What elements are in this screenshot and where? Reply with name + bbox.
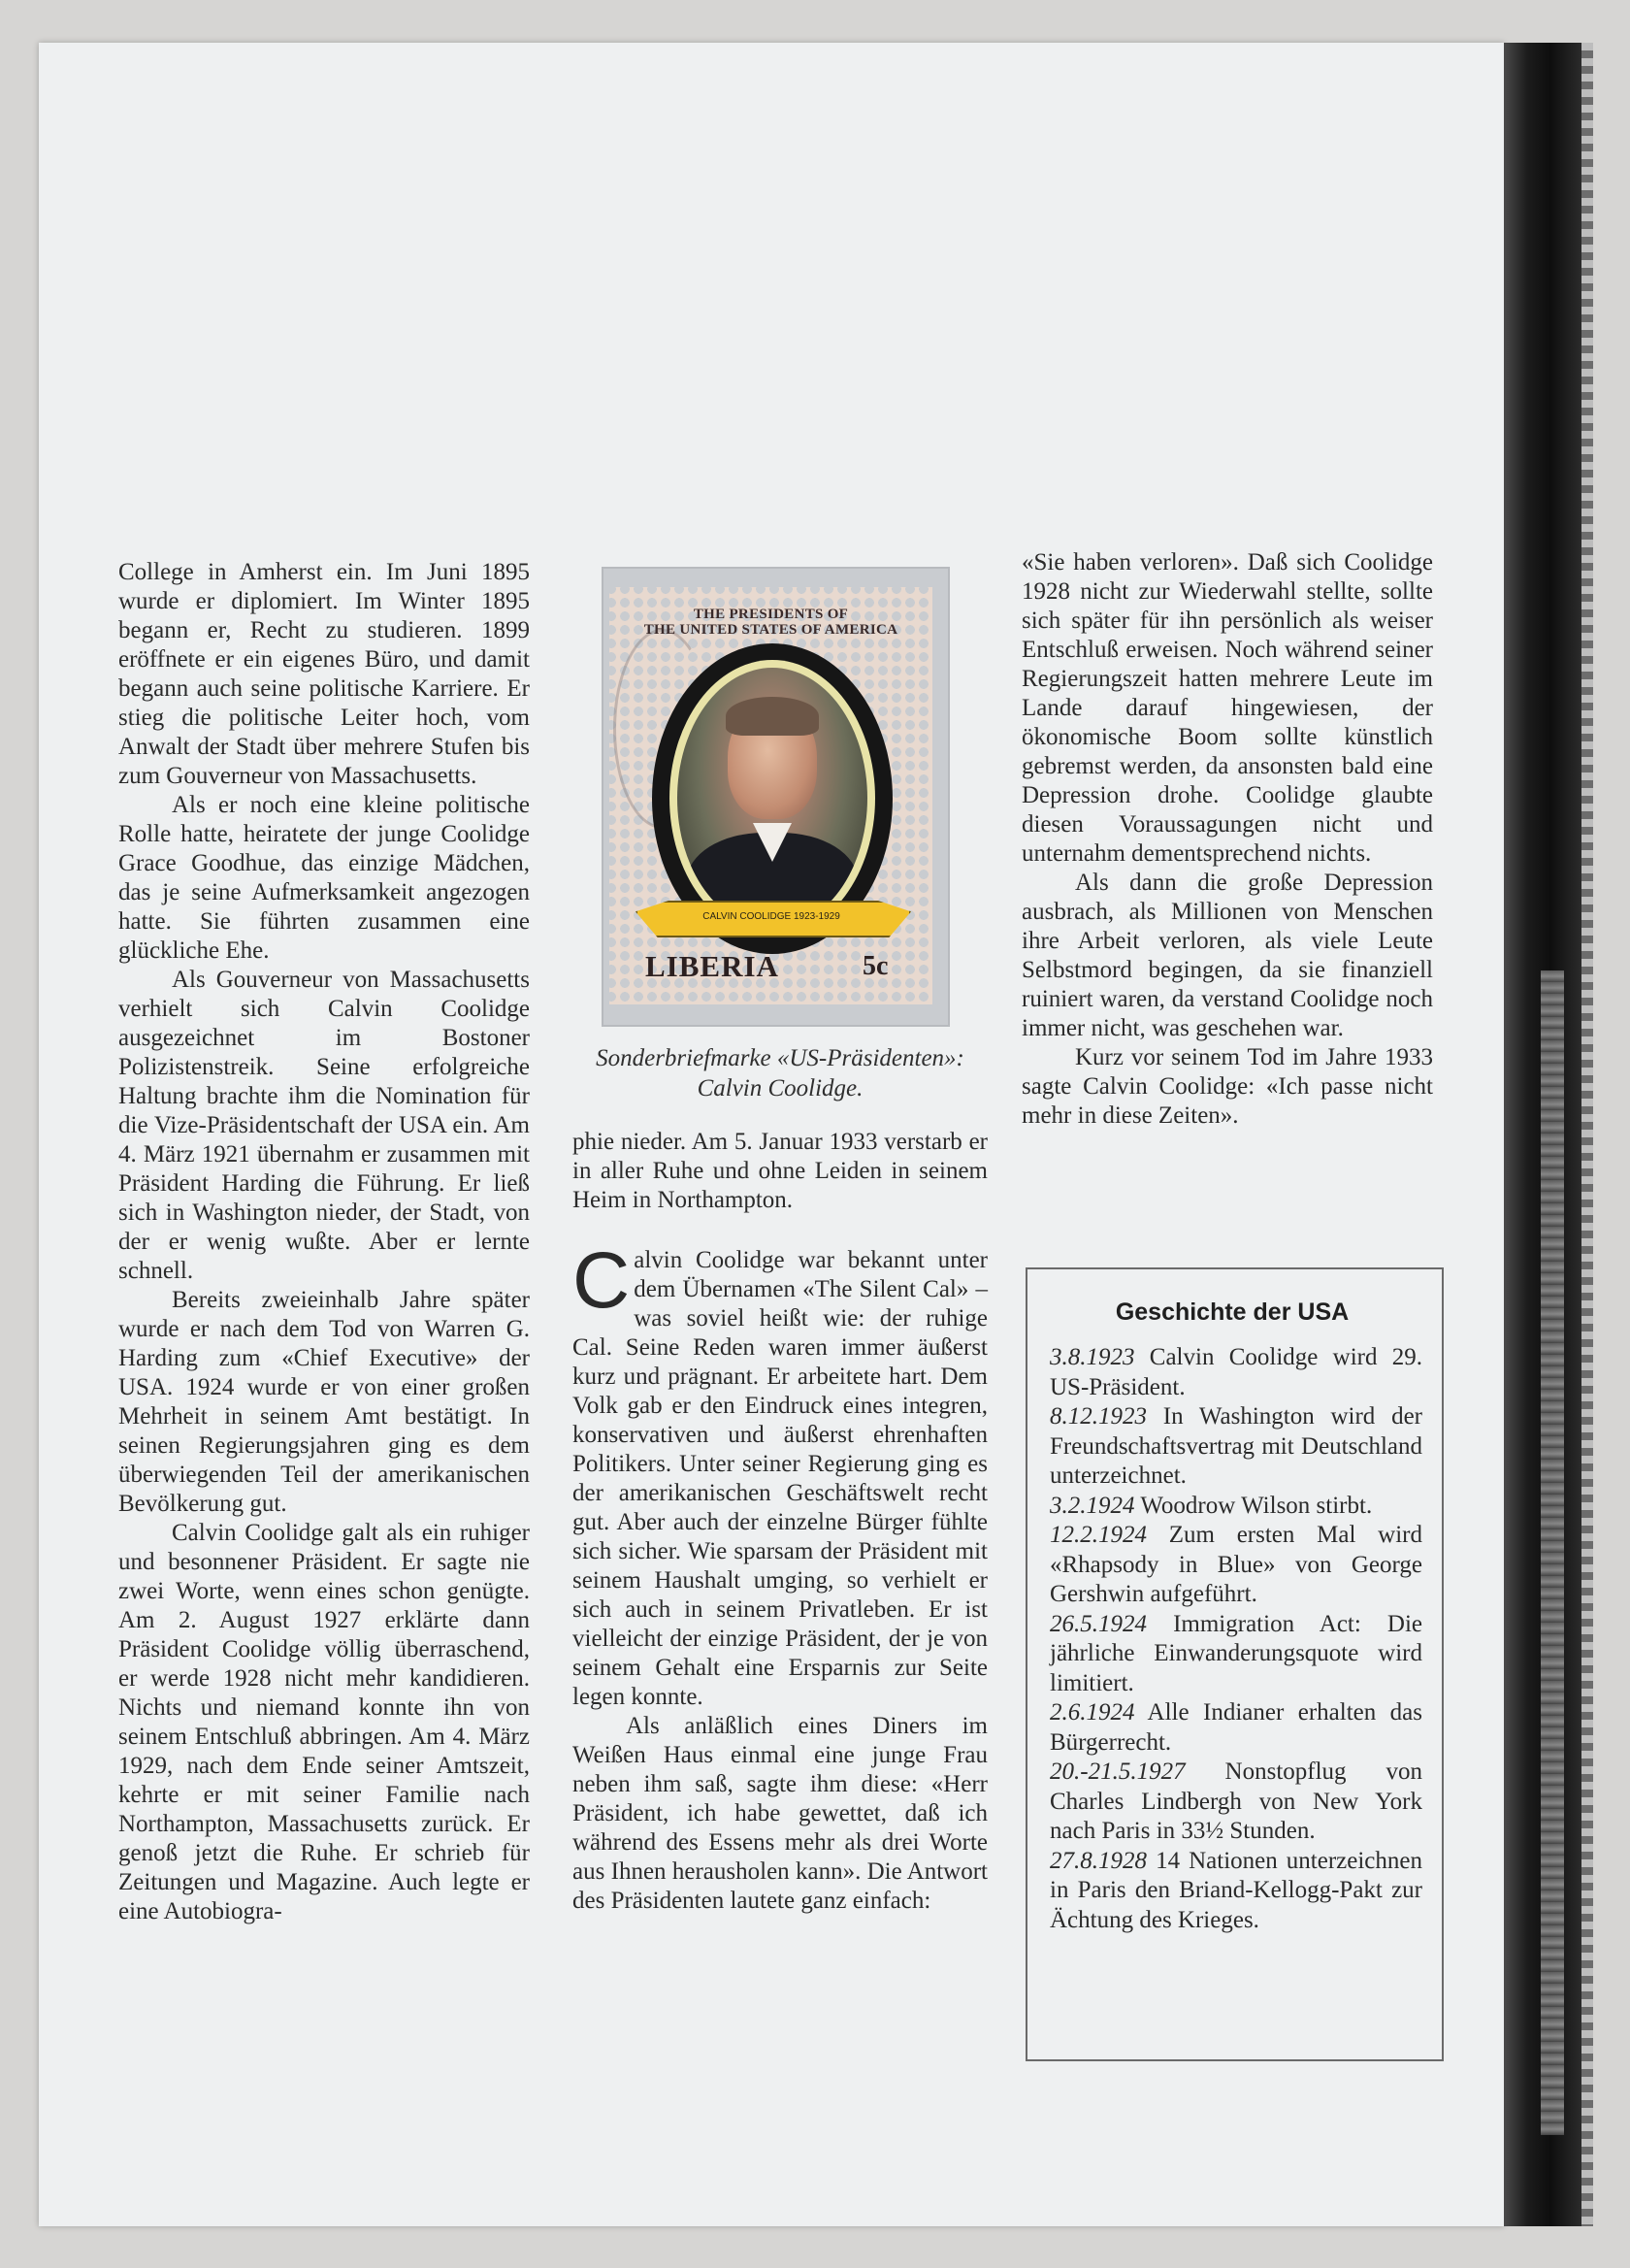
left-column (118, 558, 530, 1926)
left-paragraph: Als Gouverneur von Massachusetts verhielt sich Calvin Coolidge ausgezeichnet im Bostoner Polizistenstreik. Seine erfolgreiche Haltung brachte ihm die Nomination für die Vize-Präsidentschaft der USA ein. Am 4. März 1921 übernahm er zusammen mit Präsident Harding die Führung. Er ließ sich in Washington nieder, der Stadt, von der er wenig wußte. Aber er lernte schnell. (118, 967, 530, 1284)
history-entry-text: Nonstopflug von Charles Lindbergh von New York nach Paris in 33½ Stunden. (1050, 1759, 1423, 1844)
history-entry-date: 2.6.1924 (1050, 1699, 1135, 1726)
drop-cap: C (572, 1236, 631, 1325)
left-paragraph: Als er noch eine kleine politische Rolle hatte, heiratete der junge Coolidge Grace Goodhue, das einzige Mädchen, das je seine Aufmerksamkeit angezogen hatte. Sie führten zusammen eine glückliche Ehe. (118, 792, 530, 964)
left-paragraph: Bereits zweieinhalb Jahre später wurde er nach dem Tod von Warren G. Harding zum «Chief Executive» der USA. 1924 wurde er von einer großen Mehrheit in seinem Amt bestätigt. In seinen Regierungsjahren ging es dem überwiegenden Teil der amerikanischen Bevölkerung gut. (118, 1287, 530, 1517)
middle-paragraph-text: alvin Coolidge war bekannt unter dem Übernamen «The Silent Cal» – was soviel heißt wie: der ruhige Cal. Seine Reden waren immer äußerst kurz und prägnant. Er arbeitete hart. Dem Volk gab er den Eindruck eines integren, konservativen und äußerst ehrenhaften Politikers. Unter seiner Regierung ging es der amerikanischen Geschäftswelt recht gut. Aber auch der einzelne Bürger fühlte sich sicher. Wie sparsam der Präsident mit seinem Haushalt umging, so verhielt er sich auch in seinem Privatleben. Er ist vielleicht der einzige Präsident, der je von seinem Gehalt eine Ersparnis zur Seite legen konnte. (572, 1247, 988, 1710)
stamp-caption: Sonderbriefmarke «US-Präsidenten»: Calvin Coolidge. (596, 1045, 964, 1101)
right-paragraph: Als dann die große Depression ausbrach, als Millionen von Menschen ihre Arbeit verloren, als viele Leute Selbstmord begingen, da sie finanziell ruiniert waren, da verstand Coolidge noch immer nicht, was geschehen war. (1022, 870, 1433, 1041)
portrait-hair (726, 697, 819, 736)
history-entry (1050, 1698, 1422, 1758)
stamp-ribbon-text: CALVIN COOLIDGE 1923-1929 (702, 911, 840, 922)
history-entry-text: Zum ersten Mal wird «Rhapsody in Blue» von George Gershwin aufgeführt. (1050, 1522, 1422, 1607)
history-entry-text: Immigration Act: Die jährliche Einwanderungsquote wird limitiert. (1050, 1610, 1423, 1696)
stamp-country: LIBERIA (645, 949, 779, 983)
left-paragraph: Calvin Coolidge galt als ein ruhiger und besonnener Präsident. Er sagte nie zwei Worte, wenn eines schon genügte. Am 2. August 1927 erklärte dann Präsident Coolidge völlig überraschend, er werde 1928 nicht mehr kandidieren. Nichts und niemand konnte ihn von seinem Entschluß abbringen. Am 4. März 1929, nach dem Ende seiner Amtszeit, kehrte er mit seiner Familie nach Northampton, Massachusetts zurück. Er genoß jetzt die Ruhe. Er schrieb für Zeitungen und Magazine. Auch legte er eine Autobiogra- (118, 1520, 530, 1924)
history-entry (1050, 1343, 1422, 1402)
right-paragraph: Kurz vor seinem Tod im Jahre 1933 sagte Calvin Coolidge: «Ich passe nicht mehr in diese Zeiten». (1022, 1044, 1433, 1129)
middle-paragraph (572, 1236, 988, 1712)
history-entry-date: 3.2.1924 (1050, 1492, 1135, 1519)
history-entry (1050, 1758, 1422, 1847)
history-entry-date: 12.2.1924 (1050, 1522, 1147, 1548)
binder-rings (1581, 43, 1593, 2226)
history-entry-text: Alle Indianer erhalten das Bürgerrecht. (1050, 1699, 1422, 1756)
history-entry (1050, 1492, 1422, 1522)
history-box-title: Geschichte der USA (1115, 1298, 1350, 1326)
history-entry (1050, 1847, 1422, 1936)
binder-sheet-edge (1541, 970, 1564, 2135)
history-entry-date: 27.8.1928 (1050, 1847, 1147, 1874)
stamp-value: 5c (863, 951, 889, 981)
history-entry-date: 8.12.1923 (1050, 1403, 1147, 1430)
history-entry (1050, 1521, 1422, 1610)
right-paragraph: «Sie haben verloren». Daß sich Coolidge 1928 nicht zur Wiederwahl stellte, sollte sich später für ihn persönlich als weiser Entschluß erweisen. Noch während seiner Regierungszeit hatten mehrere Leute im Lande darauf hingewiesen, der ökonomische Boom sollte künstlich gebremst werden, da ansonsten bald eine Depression drohe. Coolidge glaubte diesen Voraussagungen nicht und unternahm dementsprechend nichts. (1022, 549, 1433, 867)
stamp-title-line2: THE UNITED STATES OF AMERICA (643, 622, 898, 638)
middle-paragraph: Als anläßlich eines Diners im Weißen Haus einmal eine junge Frau neben ihm saß, sagte ihm diese: «Herr Präsident, ich habe gewettet, daß ich während des Essens mehr als drei Worte aus Ihnen herausholen kann». Die Antwort des Präsidenten lautete ganz einfach: (572, 1713, 988, 1914)
history-entry (1050, 1610, 1422, 1699)
history-entry-text: Woodrow Wilson stirbt. (1140, 1492, 1373, 1519)
portrait-image (677, 668, 867, 929)
left-paragraph: College in Amherst ein. Im Juni 1895 wurde er diplomiert. Im Winter 1895 begann er, Recht zu studieren. 1899 eröffnete er ein eigenes Büro, und damit begann auch seine politische Karriere. Er stieg die politische Leiter hoch, vom Anwalt der Stadt über mehrere Stufen bis zum Gouverneur von Massachusetts. (118, 559, 530, 789)
right-column (1022, 548, 1433, 1131)
history-box-entries (1050, 1343, 1422, 1935)
history-entry-text: 14 Nationen unterzeichnen in Paris den Briand-Kellogg-Pakt zur Ächtung des Krieges. (1050, 1847, 1423, 1933)
middle-continuation: phie nieder. Am 5. Januar 1933 verstarb er in aller Ruhe und ohne Leiden in seinem Heim in Northampton. (572, 1129, 988, 1213)
stamp-title-line1: THE PRESIDENTS OF (693, 607, 849, 622)
middle-column (572, 1128, 988, 1916)
history-entry-text: Calvin Coolidge wird 29. US-Präsident. (1050, 1344, 1423, 1400)
history-entry-date: 3.8.1923 (1050, 1344, 1135, 1370)
stamp-title (609, 607, 932, 638)
history-entry-date: 20.-21.5.1927 (1050, 1759, 1186, 1785)
history-entry-text: In Washington wird der Freundschaftsvertrag mit Deutschland unterzeichnet. (1050, 1403, 1422, 1489)
history-entry-date: 26.5.1924 (1050, 1610, 1147, 1637)
history-entry (1050, 1402, 1422, 1492)
